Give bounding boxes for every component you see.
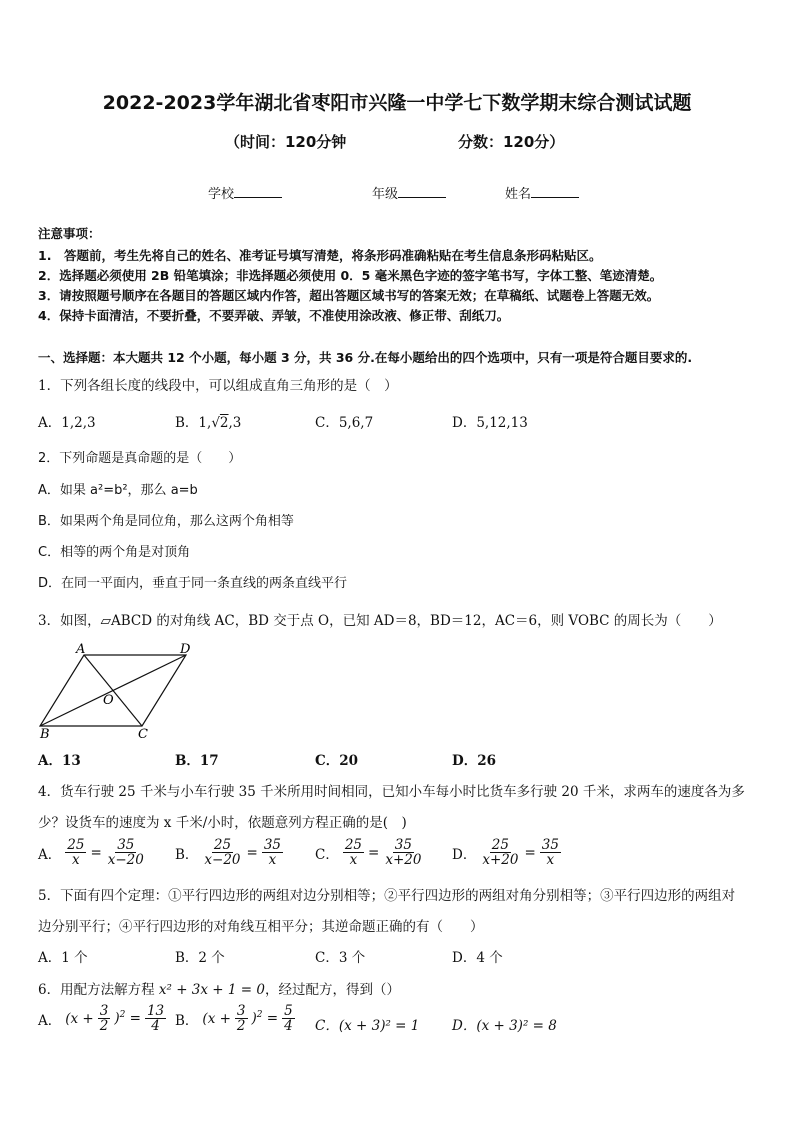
q4-d-frac-left xyxy=(480,838,520,867)
grade-field xyxy=(372,183,446,202)
q4-c-frac-right xyxy=(383,838,423,867)
exam-time: （时间：120分钟 xyxy=(225,133,347,151)
q4-b-label: B． xyxy=(175,846,199,863)
name-blank xyxy=(531,187,579,198)
q4-c-label: C． xyxy=(315,846,339,863)
denominator: x xyxy=(546,852,555,869)
q6-stem-equation: x² + 3x + 1 = 0 xyxy=(158,982,265,998)
denominator: 4 xyxy=(151,1018,160,1035)
q1-stem: 1．下列各组长度的线段中，可以组成直角三角形的是（ ） xyxy=(38,378,398,394)
q1-option-c: C．5,6,7 xyxy=(315,415,374,431)
q2-option-d: D．在同一平面内，垂直于同一条直线的两条直线平行 xyxy=(38,576,348,591)
q6-stem xyxy=(38,978,400,998)
denominator: 4 xyxy=(284,1018,293,1035)
school-blank xyxy=(234,187,282,198)
numerator: 25 xyxy=(344,837,363,853)
q4-a-frac-right xyxy=(106,838,146,867)
numerator: 35 xyxy=(117,837,135,853)
q4-c-frac-left xyxy=(343,838,364,867)
denominator: x−20 xyxy=(204,852,241,869)
numerator: 25 xyxy=(213,837,232,853)
note-4: 4．保持卡面清洁，不要折叠，不要弄破、弄皱，不准使用涂改液、修正带、刮纸刀。 xyxy=(38,308,510,323)
q4-option-b: B． $\frac{25}{x-20}$ = $\frac{35}{x}$ xyxy=(175,837,282,869)
denominator: x xyxy=(349,852,358,869)
label-d: D xyxy=(180,642,191,657)
denominator: 2 xyxy=(236,1018,246,1035)
numerator: 35 xyxy=(263,837,282,853)
q1-b-radicand: 2 xyxy=(219,415,229,431)
q1-option-d: D．5,12,13 xyxy=(452,415,528,431)
school-label: 学校 xyxy=(208,187,235,202)
denominator: x−20 xyxy=(107,852,144,869)
denominator: x+20 xyxy=(482,852,519,869)
q4-line2: 少？设货车的速度为 x 千米/小时，依题意列方程正确的是( ) xyxy=(38,815,407,831)
label-c: C xyxy=(138,727,148,740)
q6-a-label: A． xyxy=(38,1012,62,1029)
q4-option-a: A． $\frac{25}{x}$ = $\frac{35}{x-20}$ xyxy=(38,837,144,869)
q3-stem: 3．如图，▱ABCD 的对角线 AC，BD 交于点 O，已知 AD＝8，BD＝12，AC＝6，则 VOBC 的周长为（ ） xyxy=(38,613,722,629)
q5-line1: 5．下面有四个定理：①平行四边形的两组对边分别相等；②平行四边形的两组对角分别相等；③平行四边形的两组对 xyxy=(38,888,736,904)
q6-stem-suffix: ，经过配方，得到（） xyxy=(264,982,400,998)
label-a: A xyxy=(76,642,86,657)
q3-option-a: A．13 xyxy=(38,753,81,769)
q1-b-prefix: B．1, xyxy=(175,415,212,431)
note-1: 1. 答题前，考生先将自己的姓名、准考证号填写清楚，将条形码准确粘贴在考生信息条形码粘贴区。 xyxy=(38,248,602,263)
q3-option-d: D．26 xyxy=(452,753,496,769)
parallelogram-figure xyxy=(30,640,210,740)
denominator: x xyxy=(268,852,277,869)
name-field xyxy=(505,183,579,202)
q6-stem-prefix: 6．用配方法解方程 xyxy=(38,982,159,998)
numerator: 25 xyxy=(67,837,85,853)
note-3: 3．请按照题号顺序在各题目的答题区域内作答，超出答题区域书写的答案无效；在草稿纸、试题卷上答题无效。 xyxy=(38,288,660,303)
q1-b-suffix: ,3 xyxy=(228,415,242,431)
q3-option-b: B．17 xyxy=(175,753,219,769)
q6-b-rhs xyxy=(282,1004,295,1033)
numerator: 35 xyxy=(394,837,412,853)
sqrt-icon: √ xyxy=(211,415,220,431)
school-field xyxy=(208,183,282,202)
q4-a-label: A． xyxy=(38,846,62,863)
q1-option-a: A．1,2,3 xyxy=(38,415,96,431)
numerator: 5 xyxy=(284,1003,293,1019)
q6-b-frac xyxy=(235,1004,248,1033)
q6-option-d: D．(x + 3)² = 8 xyxy=(452,1018,557,1034)
q6-a-rhs xyxy=(145,1004,166,1033)
q2-option-c: C．相等的两个角是对顶角 xyxy=(38,545,191,560)
q4-d-frac-right xyxy=(540,838,561,867)
q4-b-frac-right xyxy=(262,838,283,867)
q6-a-frac xyxy=(98,1004,111,1033)
exam-score: 分数：120分） xyxy=(458,133,565,151)
q2-option-b: B．如果两个角是同位角，那么这两个角相等 xyxy=(38,514,294,529)
q5-option-d: D．4 个 xyxy=(452,950,503,966)
numerator: 3 xyxy=(236,1003,246,1019)
section-heading: 一、选择题：本大题共 12 个小题，每小题 3 分，共 36 分.在每小题给出的四个选项中，只有一项是符合题目要求的. xyxy=(38,350,693,365)
name-label: 姓名 xyxy=(505,187,532,202)
q2-stem: 2．下列命题是真命题的是（ ） xyxy=(38,451,242,466)
denominator: x xyxy=(72,852,80,869)
numerator: 25 xyxy=(491,837,509,853)
q5-option-a: A．1 个 xyxy=(38,950,88,966)
q1-option-b xyxy=(175,411,241,431)
grade-blank xyxy=(398,187,446,198)
label-o: O xyxy=(103,693,114,708)
q4-d-label: D． xyxy=(452,846,477,863)
denominator: x+20 xyxy=(385,852,422,869)
q5-line2: 边分别平行；④平行四边形的对角线互相平分；其逆命题正确的有（ ） xyxy=(38,919,484,935)
q5-option-b: B．2 个 xyxy=(175,950,225,966)
notes-heading: 注意事项： xyxy=(38,226,101,241)
q6-option-a: A． (x + $\frac{3}{2}$ )$^2$ = $\frac{13}{4}$ xyxy=(38,1003,165,1035)
q4-line1: 4．货车行驶 25 千米与小车行驶 35 千米所用时间相同，已知小车每小时比货车多行驶 20 千米，求两车的速度各为多 xyxy=(38,784,745,800)
numerator: 35 xyxy=(541,837,559,853)
numerator: 13 xyxy=(146,1003,165,1019)
q4-a-frac-left xyxy=(65,838,86,867)
note-2: 2．选择题必须使用 2B 铅笔填涂；非选择题必须使用 0．5 毫米黑色字迹的签字笔书写，字体工整、笔迹清楚。 xyxy=(38,268,663,283)
q4-option-d: D． $\frac{25}{x+20}$ = $\frac{35}{x}$ xyxy=(452,837,559,869)
exam-title: 2022-2023学年湖北省枣阳市兴隆一中学七下数学期末综合测试试题 xyxy=(102,92,692,114)
label-b: B xyxy=(40,727,50,740)
q4-option-c: C． $\frac{25}{x}$ = $\frac{35}{x+20}$ xyxy=(315,837,422,869)
q4-b-frac-left xyxy=(202,838,242,867)
q6-b-label: B． xyxy=(175,1012,199,1029)
q3-option-c: C．20 xyxy=(315,753,359,769)
q5-option-c: C．3 个 xyxy=(315,950,366,966)
denominator: 2 xyxy=(99,1018,109,1035)
q6-option-c: C．(x + 3)² = 1 xyxy=(315,1018,420,1034)
numerator: 3 xyxy=(99,1003,109,1019)
q6-option-b: B． (x + $\frac{3}{2}$ )$^2$ = $\frac{5}{4}$ xyxy=(175,1003,293,1035)
grade-label: 年级 xyxy=(372,187,399,202)
q2-option-a: A．如果 a²=b²，那么 a=b xyxy=(38,483,198,498)
